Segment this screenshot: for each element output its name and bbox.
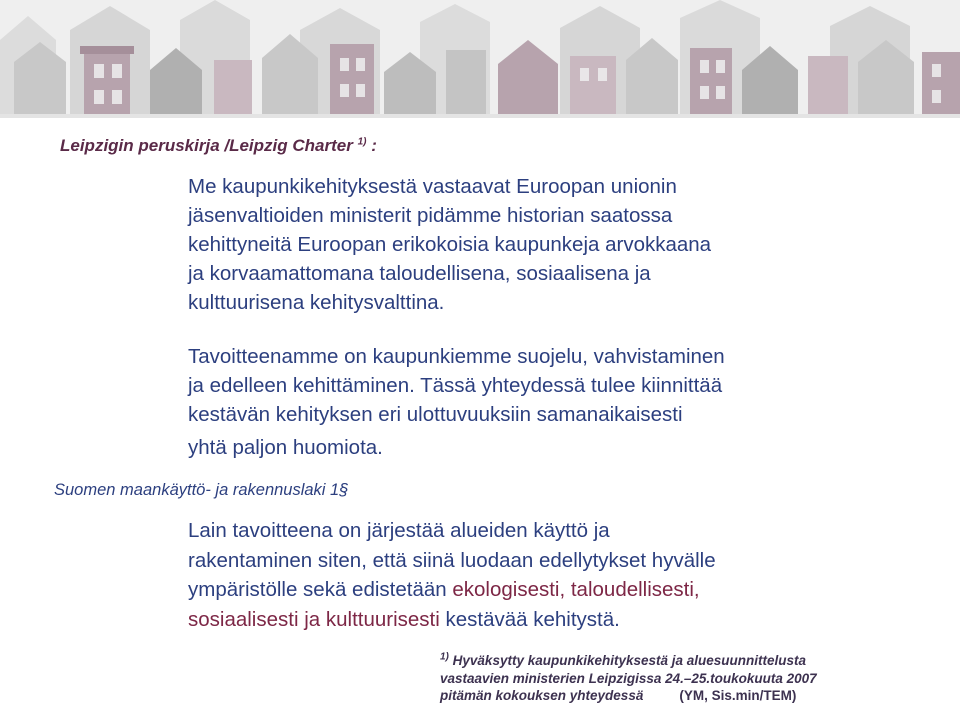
text-line: kulttuurisena kehitysvalttina.	[188, 291, 445, 314]
text-segment: ympäristölle sekä edistetään	[188, 578, 453, 601]
text-line: rakentaminen siten, että siinä luodaan edellytykset hyvälle	[188, 548, 716, 572]
text-line: ja edelleen kehittäminen. Tässä yhteydessä tulee kiinnittää	[188, 374, 723, 397]
highlighted-text: sosiaalisesti ja kulttuurisesti	[188, 607, 440, 631]
text-line	[188, 575, 716, 605]
charter-heading-text: Leipzigin peruskirja /Leipzig Charter	[60, 136, 353, 155]
footnote-line	[440, 652, 817, 670]
law-paragraph	[188, 516, 716, 634]
footnote-text: pitämän kokouksen yhteydessä	[440, 688, 644, 703]
footnote-line	[440, 687, 817, 705]
highlighted-text: ekologisesti, taloudellisesti,	[452, 578, 700, 601]
charter-paragraph-2	[188, 342, 725, 462]
text-line	[188, 605, 716, 635]
text-line: yhtä paljon huomiota.	[188, 436, 383, 459]
text-line: ja korvaamattomana taloudellisena, sosiaalisena ja	[188, 262, 651, 285]
townhouse-skyline-icon	[0, 0, 960, 118]
charter-heading	[60, 136, 377, 156]
text-line: Lain tavoitteena on järjestää alueiden käyttö ja	[188, 519, 610, 542]
charter-heading-suffix: :	[366, 136, 377, 155]
footnote-text: Hyväksytty kaupunkikehityksestä ja aluesuunnittelusta	[448, 653, 807, 668]
charter-paragraph-1	[188, 172, 711, 317]
text-line: kehittyneitä Euroopan erikokoisia kaupunkeja arvokkaana	[188, 233, 712, 256]
text-line: jäsenvaltioiden ministerit pidämme historian saatossa	[188, 204, 673, 227]
footnote-line: vastaavien ministerien Leipzigissa 24.–25.toukokuuta 2007	[440, 670, 817, 686]
text-segment: kestävää kehitystä.	[439, 607, 620, 631]
townhouse-skyline-banner	[0, 0, 960, 118]
charter-heading-footnote-ref: 1)	[357, 136, 367, 148]
text-line: Me kaupunkikehityksestä vastaavat Euroopan unionin	[188, 175, 677, 198]
footnote-source: (YM, Sis.min/TEM)	[679, 688, 797, 703]
text-line: Tavoitteenamme on kaupunkiemme suojelu, vahvistaminen	[188, 345, 725, 368]
footnote-marker: 1)	[440, 651, 449, 663]
text-line: kestävän kehityksen eri ulottuvuuksiin samanaikaisesti	[188, 403, 683, 426]
footnote	[440, 652, 817, 705]
law-heading: Suomen maankäyttö- ja rakennuslaki 1§	[54, 481, 349, 499]
